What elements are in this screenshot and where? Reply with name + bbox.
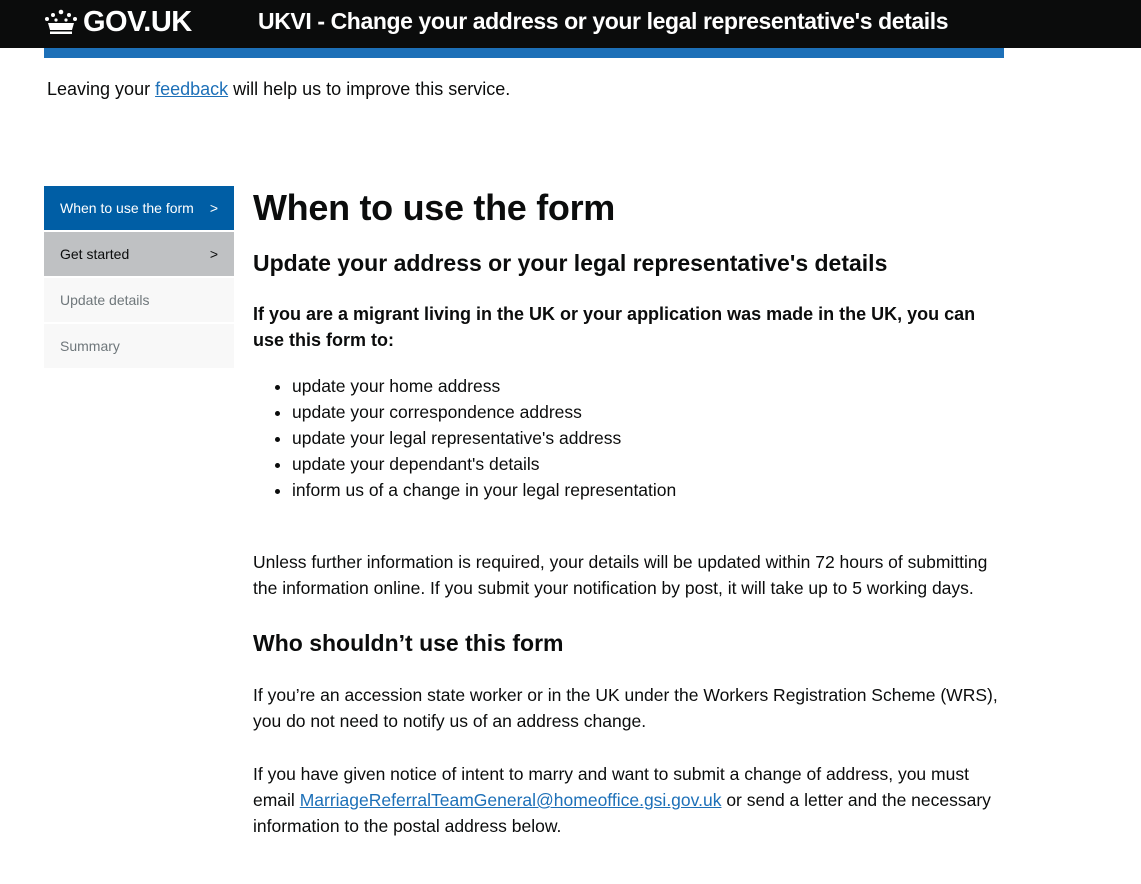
feedback-text-after: will help us to improve this service. (228, 79, 511, 99)
list-item: • update your legal representative's address (292, 425, 1013, 451)
wrs-paragraph: If you’re an accession state worker or in the UK under the Workers Registration Scheme (WRS), you do not need to notify us of an address change. (253, 685, 998, 731)
list-item: • update your dependant's details (292, 451, 1013, 477)
service-name[interactable]: UKVI - Change your address or your legal representative's details (258, 8, 949, 34)
nav-item-label: Update details (60, 292, 150, 308)
lead-paragraph: If you are a migrant living in the UK or your application was made in the UK, you can use this form to: (253, 304, 976, 350)
feedback-text-before: Leaving your (47, 79, 156, 99)
use-cases-list (292, 373, 1013, 503)
who-shouldnt-heading: Who shouldn’t use this form (253, 630, 564, 656)
chevron-right-icon: > (209, 246, 218, 262)
feedback-banner (47, 78, 510, 100)
main-content (253, 188, 1013, 839)
feedback-link[interactable]: feedback (155, 79, 229, 99)
nav-item-label: Summary (60, 338, 120, 354)
nav-item-get-started[interactable] (44, 232, 234, 276)
logo-text: GOV.UK (83, 6, 192, 38)
nav-item-label: When to use the form (60, 200, 194, 216)
govuk-logo-link[interactable] (44, 6, 192, 38)
nav-item-summary (44, 324, 234, 368)
email-link[interactable]: MarriageReferralTeamGeneral@homeoffice.gsi.gov.uk (299, 790, 722, 810)
site-header (0, 0, 1141, 48)
marriage-text-after: or send a letter and the necessary information to the postal address below. (253, 790, 991, 836)
header-blue-bar (44, 48, 1004, 58)
marriage-text-before: If you have given notice of intent to marry and want to submit a change of address, you must email (253, 764, 969, 810)
side-navigation (44, 186, 234, 370)
list-item: • inform us of a change in your legal representation (292, 477, 1013, 503)
marriage-paragraph (253, 761, 1003, 839)
nav-item-update-details (44, 278, 234, 322)
nav-item-label: Get started (60, 246, 130, 262)
list-item: • update your home address (292, 373, 1013, 399)
page-title: When to use the form (253, 187, 615, 228)
page-subtitle: Update your address or your legal representative's details (253, 250, 888, 276)
chevron-right-icon: > (209, 200, 218, 216)
crown-icon (44, 9, 78, 35)
list-item: • update your correspondence address (292, 399, 1013, 425)
nav-item-when-to-use[interactable] (44, 186, 234, 230)
processing-time-paragraph: Unless further information is required, your details will be updated within 72 hours of submitting the information online. If you submit your notification by post, it will take up to 5 working days. (253, 552, 988, 598)
